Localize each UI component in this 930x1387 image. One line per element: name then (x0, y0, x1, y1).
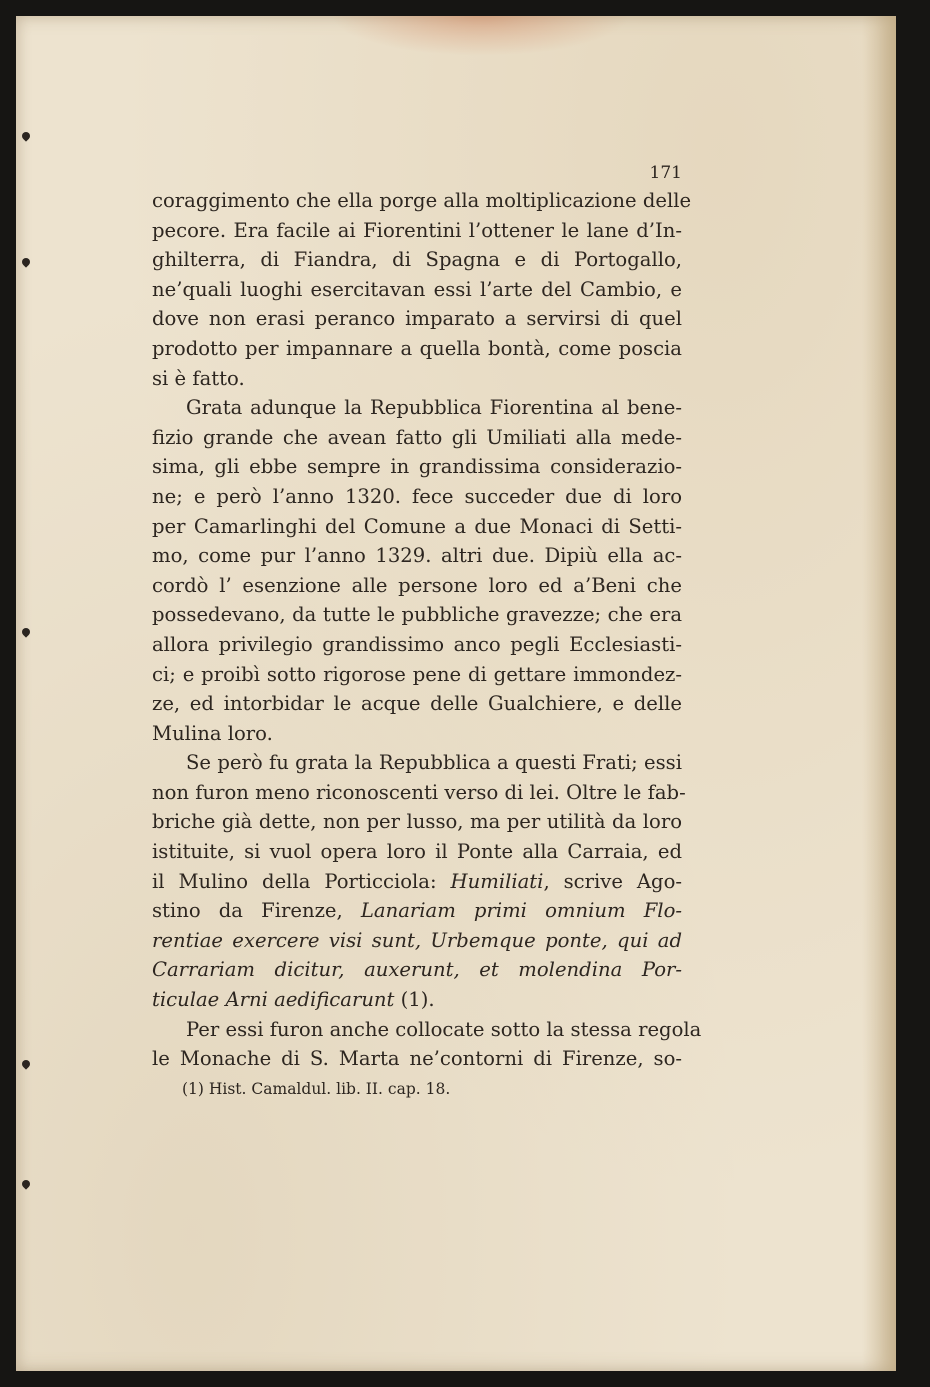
binding-mark (20, 1058, 31, 1069)
binding-marks (0, 0, 40, 1387)
italic-text-run: Humiliati (450, 869, 544, 893)
italic-text-line: rentiae exercere visi sunt, Urbemque ponte, qui ad (152, 928, 682, 952)
paper-stain (331, 16, 631, 56)
italic-text-run: ticulae Arni aedificarunt (152, 988, 395, 1012)
text-line: ne’quali luoghi esercitavan essi l’arte del Cambio, e (152, 277, 682, 301)
text-line: Per essi furon anche collocate sotto la stessa regola (186, 1017, 702, 1041)
text-line: pecore. Era facile ai Fiorentini l’ottener le lane d’In- (152, 218, 682, 242)
italic-text-run: Lanariam primi omnium Flo- (360, 899, 682, 923)
binding-mark (20, 626, 31, 637)
text-line: ghilterra, di Fiandra, di Spagna e di Portogallo, (152, 248, 682, 272)
text-line: ci; e proibì sotto rigorose pene di gettare immondez- (152, 662, 682, 686)
text-run: il Mulino della Porticciola: (152, 869, 451, 893)
italic-text-line: Carrariam dicitur, auxerunt, et molendina Por- (152, 958, 682, 982)
text-line: possedevano, da tutte le pubbliche gravezze; che era (152, 603, 682, 627)
text-line: coraggimento che ella porge alla moltiplicazione delle (152, 189, 692, 212)
text-line: Se però fu grata la Repubblica a questi Frati; essi (186, 751, 682, 775)
text-line: cordò l’ esenzione alle persone loro ed a’Beni che (152, 573, 682, 597)
binding-mark (20, 1178, 31, 1189)
text-line: per Camarlinghi del Comune a due Monaci di Setti- (152, 514, 682, 538)
text-line: non furon meno riconoscenti verso di lei. Oltre le fab- (152, 780, 686, 804)
text-line: mo, come pur l’anno 1329. altri due. Dipiù ella ac- (152, 544, 682, 568)
text-run: , scrive Ago- (543, 869, 682, 893)
text-run: stino da Firenze, (152, 899, 361, 923)
page-edge-shadow (862, 16, 896, 1371)
paragraph-2 (152, 393, 682, 748)
paragraph-1 (152, 186, 692, 393)
body-text (152, 160, 702, 1074)
text-line: briche già dette, non per lusso, ma per utilità da loro (152, 810, 682, 834)
text-line: sima, gli ebbe sempre in grandissima considerazio- (152, 455, 682, 479)
text-line: Grata adunque la Repubblica Fiorentina al bene- (186, 396, 682, 420)
text-line: le Monache di S. Marta ne’contorni di Firenze, so- (152, 1047, 682, 1071)
text-line: ze, ed intorbidar le acque delle Gualchiere, e delle (152, 692, 682, 716)
text-line: Mulina loro. (152, 721, 273, 745)
text-line: dove non erasi peranco imparato a servirsi di quel (152, 307, 682, 331)
paragraph-4 (152, 1015, 702, 1074)
binding-mark (20, 130, 31, 141)
text-line: prodotto per impannare a quella bontà, come poscia (152, 336, 682, 360)
text-line-mixed (152, 867, 682, 897)
text-line: fizio grande che avean fatto gli Umiliati alla mede- (152, 425, 682, 449)
text-line: ne; e però l’anno 1320. fece succeder due di loro (152, 484, 682, 508)
text-line: si è fatto. (152, 366, 245, 390)
text-run: (1). (394, 988, 435, 1012)
page-number: 171 (649, 163, 682, 183)
paragraph-3 (152, 748, 686, 1014)
text-line-mixed (152, 896, 682, 926)
text-line: istituite, si vuol opera loro il Ponte alla Carraia, ed (152, 840, 682, 864)
text-line: allora privilegio grandissimo anco pegli Ecclesiasti- (152, 632, 682, 656)
text-line-mixed (152, 985, 682, 1015)
binding-mark (20, 256, 31, 267)
footnote: (1) Hist. Camaldul. lib. II. cap. 18. (182, 1080, 451, 1098)
